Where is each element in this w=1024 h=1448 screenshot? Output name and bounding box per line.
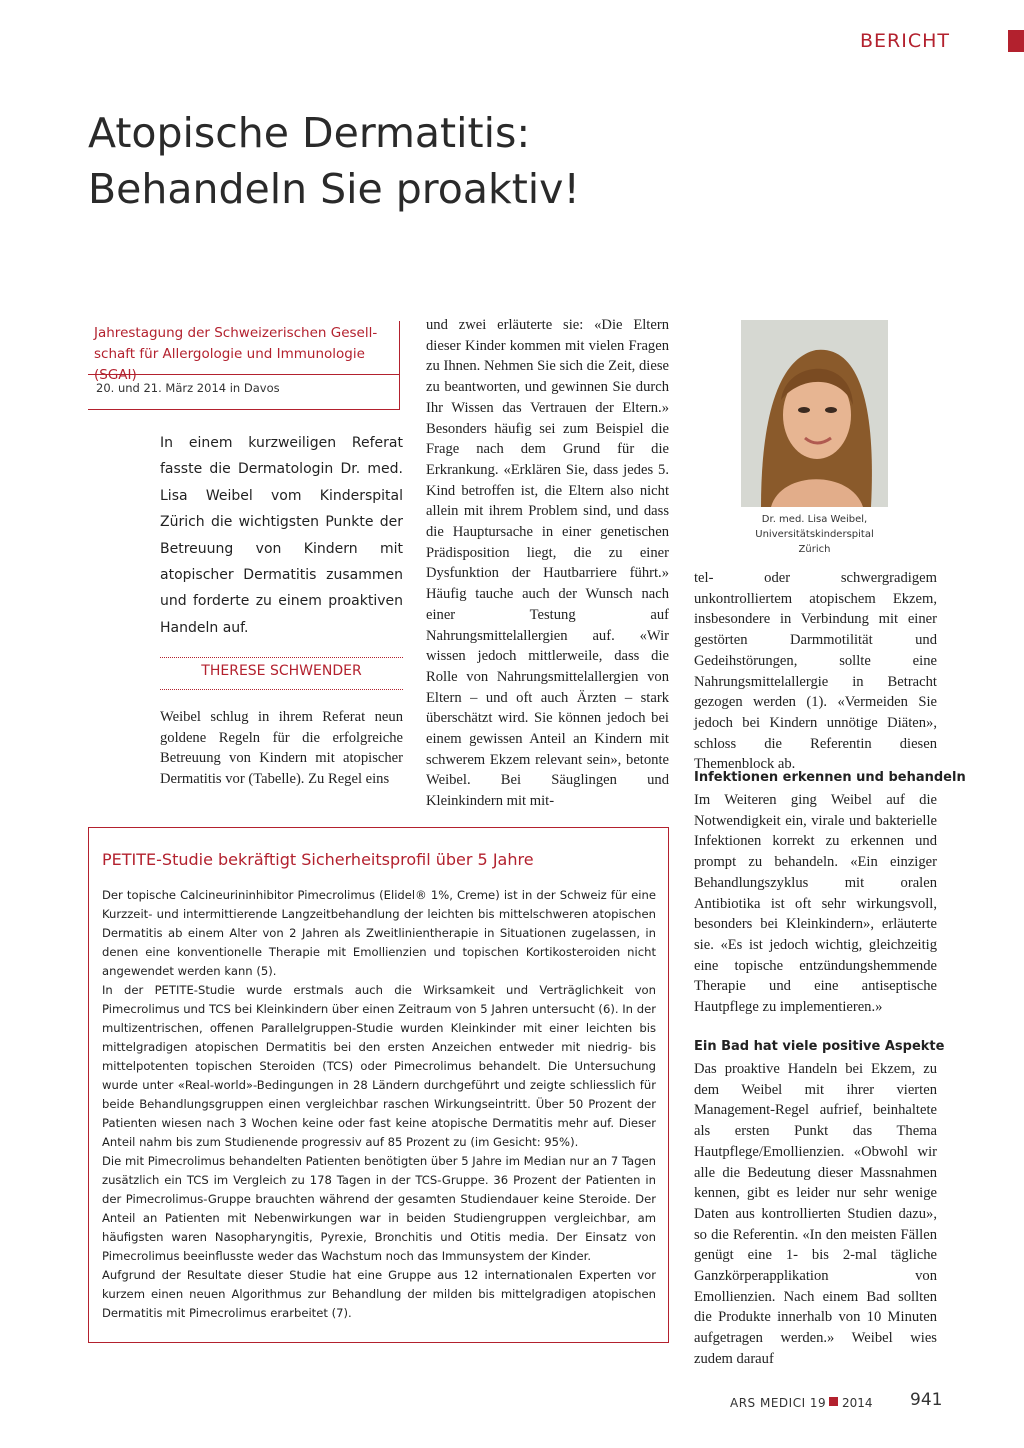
portrait-image	[741, 320, 888, 507]
page-number: 941	[910, 1390, 943, 1410]
footer-year: 2014	[842, 1396, 873, 1410]
column-1-text: Weibel schlug in ihrem Referat neun goldene Regeln für die erfolgreiche Betreuung von Kindern mit atopischer Dermatitis vor (Tabelle). Zu Regel eins	[160, 709, 403, 788]
section-label: BERICHT	[860, 30, 951, 52]
column-3-infections-text: Im Weiteren ging Weibel auf die Notwendigkeit ein, virale und bakterielle Infektionen korrekt zu erkennen und prompt zu behandeln. «Ein einziger Behandlungszyklus mit oralen Antibiotika ist oft sehr wirkungsvoll, besonders bei Kleinkindern», erläuterte sie. «Es ist jedoch wichtig, gleichzeitig eine topische entzündungshemmende Therapie und eine antiseptische Hautpflege zu implementieren.»	[694, 792, 937, 1016]
photo-caption-name: Dr. med. Lisa Weibel,	[761, 514, 868, 525]
author-name: THERESE SCHWENDER	[201, 663, 362, 679]
title-line-1: Atopische Dermatitis:	[88, 109, 531, 157]
photo-caption	[741, 512, 888, 557]
column-2-text: und zwei erläuterte sie: «Die Eltern dieser Kinder kommen mit vielen Fragen zu Ihnen. Nehmen Sie sich die Zeit, diese zu beantworten, und gewinnen Sie durch Ihr Wissen das Vertrauen der Eltern.» Besonders häufig sei zum Beispiel die Frage nach dem Grund für die Erkrankung. «Erklären Sie, dass jedes 5. Kind betroffen ist, die Eltern also nicht allein mit ihrem Problem sind, und dass die Hauptursache in einer genetischen Prädisposition liegt, die zu einer Dysfunktion der Hautbarriere führt.» Häufig tauche auch der Wunsch nach einer Testung auf Nahrungsmittelallergien auf. «Wir wissen jedoch mittlerweile, dass die Rolle von Nahrungsmittelallergien von Eltern – und oft auch Ärzten – stark überschätzt wird. Sie können jedoch bei einem gewissen Anteil an Kindern mit schwerem Ekzem relevant sein», betonte Weibel. Bei Säuglingen und Kleinkindern mit mit-	[426, 317, 669, 810]
event-date: 20. und 21. März 2014 in Davos	[96, 381, 280, 395]
author-divider-bottom	[160, 689, 403, 690]
subheading-bath: Ein Bad hat viele positive Aspekte	[694, 1039, 945, 1054]
study-paragraph-4: Aufgrund der Resultate dieser Studie hat eine Gruppe aus 12 internationalen Experten vor kurzem einen neuen Algorithmus zur Behandlung der milden bis mittelgradigen atopischen Dermatitis mit Pimecrolimus erarbeitet (7).	[102, 1268, 656, 1320]
subheading-infections: Infektionen erkennen und behandeln	[694, 770, 966, 785]
study-box-body	[102, 886, 656, 1323]
lead-paragraph: In einem kurzweiligen Referat fasste die Dermatologin Dr. med. Lisa Weibel vom Kinderspital Zürich die wichtigsten Punkte der Betreuung von Kindern mit atopischer Dermatitis zusammen und forderte zu einem proaktiven Handeln auf.	[160, 435, 403, 636]
footer-journal: ARS MEDICI 19	[730, 1396, 827, 1410]
photo-caption-affiliation: Universitätskinderspital Zürich	[755, 529, 874, 555]
author-divider-top	[160, 657, 403, 658]
portrait-photo	[741, 320, 888, 507]
study-paragraph-1: Der topische Calcineurininhibitor Pimecrolimus (Elidel® 1%, Creme) ist in der Schweiz für eine Kurzzeit- und intermittierende Langzeitbehandlung der leichten bis mittelschweren atopischen Dermatitis ab einem Alter von 2 Jahren als Zweitlinientherapie in Situationen zugelassen, in denen eine konventionelle Therapie mit Emollienzien und topischen Kortikosteroiden nicht angewendet werden kann (5).	[102, 888, 656, 978]
section-marker	[1008, 30, 1024, 52]
column-3-bath-text: Das proaktive Handeln bei Ekzem, zu dem Weibel mit ihrer vierten Management-Regel aufrief, beinhaltete als ersten Punkt das Thema Hautpflege/Emollienzien. «Obwohl wir alle die Bedeutung dieser Massnahmen kennen, gibt es leider nur sehr wenige Daten aus kontrollierten Studien dazu», so die Referentin. «In den meisten Fällen genügt eine 1- bis 2-mal tägliche Ganzkörperapplikation von Emollienzien. Nach einem Bad sollten die Produkte innerhalb von 10 Minuten aufgetragen werden.» Weibel wies zudem darauf	[694, 1061, 937, 1367]
event-name: Jahrestagung der Schweizerischen Gesell-schaft für Allergologie und Immunologie (SGAI)	[94, 325, 378, 383]
title-line-2: Behandeln Sie proaktiv!	[88, 165, 580, 213]
column-3-text: tel- oder schwergradigem unkontrolliertem atopischem Ekzem, insbesondere in Verbindung mit einer gestörten Darmmotilität und Gedeihstörungen, sollte eine Nahrungsmittelallergie in Betracht gezogen werden (1). «Vermeiden Sie jedoch bei Kindern unnötige Diäten», schloss die Referentin diesen Themenblock ab.	[694, 570, 937, 773]
study-box-title: PETITE-Studie bekräftigt Sicherheitsprofil über 5 Jahre	[102, 850, 534, 869]
footer-marker	[829, 1397, 838, 1406]
event-divider	[88, 374, 399, 375]
study-paragraph-2: In der PETITE-Studie wurde erstmals auch die Wirksamkeit und Verträglichkeit von Pimecrolimus und TCS bei Kleinkindern über einen Zeitraum von 5 Jahren untersucht (6). In der multizentrischen, offenen Parallelgruppen-Studie wurden Kleinkinder mit einer leichten bis mittelgradigen atopischen Dermatitis bei den ersten Anzeichen entweder mit niedrig- bis mittelpotenten topischen Steroiden (TCS) oder Pimecrolimus behandelt. Die Untersuchung wurde unter «Real-world»-Bedingungen in 28 Ländern durchgeführt und zeigte schliesslich für beide Behandlungsgruppen einen vergleichbar raschen Wirkungseintritt. Über 50 Prozent der Patienten wiesen nach 3 Wochen keine oder fast keine atopische Dermatitis mehr auf. Dieser Anteil nahm bis zum Studienende progressiv auf 85 Prozent zu (im Gesicht: 95%).	[102, 983, 656, 1149]
article-title	[88, 105, 580, 217]
study-paragraph-3: Die mit Pimecrolimus behandelten Patienten benötigten über 5 Jahre im Median nur an 7 Tagen zusätzlich ein TCS im Vergleich zu 178 Tagen in der TCS-Gruppe. 36 Prozent der Patienten in der Pimecrolimus-Gruppe brauchten während der gesamten Studiendauer keine Steroide. Der Anteil an Patienten mit Nebenwirkungen war in beiden Studiengruppen vergleichbar, am häufigsten waren Nasopharyngitis, Pyrexie, Bronchitis und Otitis media. Der Einsatz von Pimecrolimus beeinflusste weder das Wachstum noch das Immunsystem der Kinder.	[102, 1154, 656, 1263]
